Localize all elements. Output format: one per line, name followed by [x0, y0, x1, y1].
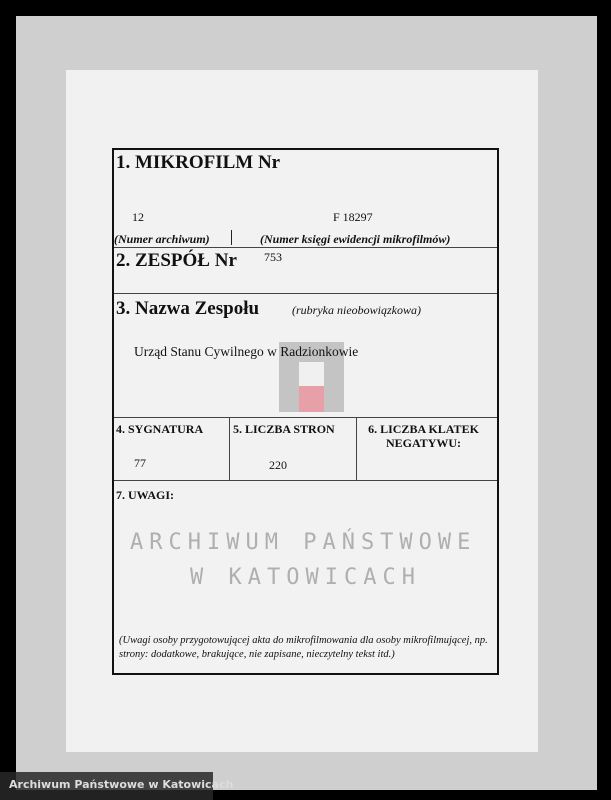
divider: [231, 230, 232, 245]
section-fonds: [114, 248, 497, 294]
microfilm-form: [112, 148, 499, 675]
section-2-title: 2. ZESPÓŁ Nr: [116, 250, 237, 271]
watermark-line-1: ARCHIWUM PAŃSTWOWE: [130, 530, 477, 555]
section-4-title: 4. SYGNATURA: [116, 422, 204, 436]
microfilm-book-number: F 18297: [333, 210, 373, 224]
archive-number-label: (Numer archiwum): [114, 232, 210, 246]
fonds-name: Urząd Stanu Cywilnego w Radzionkowie: [134, 344, 359, 359]
section-3-title: 3. Nazwa Zespołu: [116, 298, 260, 319]
section-5-title: 5. LICZBA STRON: [233, 422, 335, 436]
section-microfilm: [114, 150, 497, 248]
section-counts: [114, 418, 497, 481]
section-3-note: (rubryka nieobowiązkowa): [292, 303, 421, 317]
section-fonds-name: [114, 294, 497, 418]
section-7-title: 7. UWAGI:: [116, 488, 175, 502]
microfilm-book-label: (Numer księgi ewidencji mikrofilmów): [260, 232, 451, 246]
fonds-number: 753: [264, 250, 282, 264]
section-1-title: 1. MIKROFILM Nr: [116, 152, 281, 173]
remarks-note: (Uwagi osoby przygotowującej akta do mikrofilmowania dla osoby mikrofilmującej, np. strony: dodatkowe, brakujące, nie zapisane, nieczytelny tekst itd.): [119, 635, 488, 660]
archive-credit-bar: Archiwum Państwowe w Katowicach: [0, 772, 213, 800]
signature-value: 77: [134, 456, 146, 470]
archive-number: 12: [132, 210, 144, 224]
section-6-title: 6. LICZBA KLATEK NEGATYWU:: [368, 422, 479, 450]
pages-value: 220: [269, 458, 287, 472]
watermark-line-2: W KATOWICACH: [190, 565, 421, 590]
